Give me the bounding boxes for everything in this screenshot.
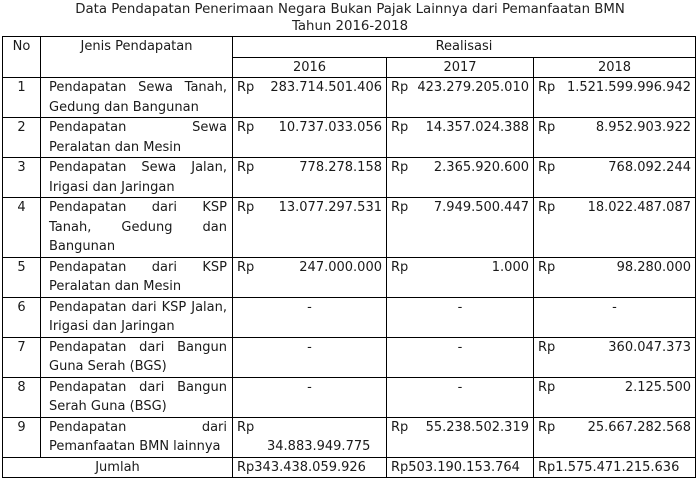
total-2017 <box>387 457 534 478</box>
currency-label: Rp <box>391 419 409 435</box>
header-year-2018: 2018 <box>534 57 696 78</box>
currency-label: Rp <box>538 80 556 95</box>
table-row <box>3 118 696 158</box>
total-2017-value: Rp503.190.153.764 <box>391 459 520 475</box>
currency-label: Rp <box>237 419 255 435</box>
value-2017: - <box>387 337 534 377</box>
currency-label: Rp <box>538 160 556 175</box>
value-2018 <box>534 257 696 297</box>
table-row <box>3 158 696 198</box>
total-2016 <box>233 457 387 478</box>
amount: 778.278.158 <box>299 160 382 175</box>
amount: 360.047.373 <box>608 339 691 355</box>
currency-label: Rp <box>391 120 409 135</box>
currency-label: Rp <box>391 259 409 275</box>
row-number: 6 <box>3 297 41 337</box>
amount: 2.365.920.600 <box>433 160 529 175</box>
table-row <box>3 417 696 457</box>
total-row <box>3 457 696 478</box>
total-2018 <box>534 457 696 478</box>
total-2018-value: Rp1.575.471.215.636 <box>538 459 680 475</box>
amount: 1.000 <box>491 259 529 275</box>
header-year-2016: 2016 <box>233 57 387 78</box>
amount: 2.125.500 <box>624 379 691 395</box>
value-2016 <box>233 417 387 457</box>
revenue-type: Pendapatan dari KSP Tanah, Gedung dan Bangunan <box>41 198 233 258</box>
revenue-type: Pendapatan dari KSP Peralatan dan Mesin <box>41 257 233 297</box>
value-2016 <box>233 78 387 118</box>
amount: 25.667.282.568 <box>587 419 691 435</box>
table-body <box>3 78 696 458</box>
value-2018 <box>534 377 696 417</box>
value-2018 <box>534 198 696 258</box>
value-2017 <box>387 417 534 457</box>
currency-label: Rp <box>538 120 556 135</box>
amount: 423.279.205.010 <box>417 80 529 95</box>
value-2018 <box>534 417 696 457</box>
amount: 283.714.501.406 <box>270 80 382 95</box>
amount: 768.092.244 <box>608 160 691 175</box>
value-2017: - <box>387 377 534 417</box>
header-jenis: Jenis Pendapatan <box>41 37 233 78</box>
revenue-table <box>2 36 696 478</box>
currency-label: Rp <box>237 120 255 135</box>
currency-label: Rp <box>538 259 556 275</box>
currency-label: Rp <box>391 160 409 175</box>
currency-label: Rp <box>538 200 556 215</box>
value-2018 <box>534 118 696 158</box>
currency-label: Rp <box>538 379 556 395</box>
value-2016 <box>233 198 387 258</box>
value-2017 <box>387 118 534 158</box>
value-2017 <box>387 257 534 297</box>
revenue-type: Pendapatan dari Bangun Serah Guna (BSG) <box>41 377 233 417</box>
total-label: Jumlah <box>3 457 233 478</box>
currency-label: Rp <box>237 259 255 275</box>
table-row <box>3 297 696 337</box>
table-title <box>0 0 700 35</box>
row-number: 9 <box>3 417 41 457</box>
amount: 18.022.487.087 <box>587 200 691 215</box>
amount: 98.280.000 <box>616 259 691 275</box>
amount: 13.077.297.531 <box>278 200 382 215</box>
value-2016 <box>233 158 387 198</box>
value-2016: - <box>233 297 387 337</box>
value-2017 <box>387 78 534 118</box>
value-2016 <box>233 118 387 158</box>
amount: 10.737.033.056 <box>278 120 382 135</box>
table-row <box>3 198 696 258</box>
value-2017 <box>387 198 534 258</box>
header-no: No <box>3 37 41 78</box>
row-number: 5 <box>3 257 41 297</box>
amount: 34.883.949.775 <box>267 439 371 454</box>
revenue-type: Pendapatan dari Pemanfaatan BMN lainnya <box>41 417 233 457</box>
row-number: 4 <box>3 198 41 258</box>
revenue-type: Pendapatan Sewa Tanah, Gedung dan Bangunan <box>41 78 233 118</box>
value-2018: - <box>534 297 696 337</box>
value-2016: - <box>233 377 387 417</box>
currency-label: Rp <box>391 200 409 215</box>
amount: 1.521.599.996.942 <box>566 80 691 95</box>
header-year-2017: 2017 <box>387 57 534 78</box>
currency-label: Rp <box>237 160 255 175</box>
header-row-1 <box>3 37 696 58</box>
currency-label: Rp <box>237 80 255 95</box>
revenue-type: Pendapatan Sewa Peralatan dan Mesin <box>41 118 233 158</box>
revenue-type: Pendapatan Sewa Jalan, Irigasi dan Jaringan <box>41 158 233 198</box>
table-row <box>3 337 696 377</box>
currency-label: Rp <box>391 80 409 95</box>
row-number: 1 <box>3 78 41 118</box>
value-2016: - <box>233 337 387 377</box>
table-row <box>3 78 696 118</box>
revenue-type: Pendapatan dari Bangun Guna Serah (BGS) <box>41 337 233 377</box>
currency-label: Rp <box>538 419 556 435</box>
amount: 247.000.000 <box>299 259 382 275</box>
title-line-2: Tahun 2016-2018 <box>291 19 409 34</box>
currency-label: Rp <box>237 200 255 215</box>
row-number: 8 <box>3 377 41 417</box>
revenue-type: Pendapatan dari KSP Jalan, Irigasi dan Jaringan <box>41 297 233 337</box>
header-realisasi: Realisasi <box>233 37 696 58</box>
amount: 8.952.903.922 <box>595 120 691 135</box>
title-line-1: Data Pendapatan Penerimaan Negara Bukan Pajak Lainnya dari Pemanfaatan BMN <box>75 2 625 17</box>
table-row <box>3 377 696 417</box>
value-2017 <box>387 158 534 198</box>
value-2018 <box>534 78 696 118</box>
amount: 7.949.500.447 <box>433 200 529 215</box>
value-2017: - <box>387 297 534 337</box>
row-number: 3 <box>3 158 41 198</box>
value-2016 <box>233 257 387 297</box>
table-row <box>3 257 696 297</box>
row-number: 2 <box>3 118 41 158</box>
currency-label: Rp <box>538 339 556 355</box>
value-2018 <box>534 158 696 198</box>
total-2016-value: Rp343.438.059.926 <box>237 459 366 475</box>
amount: 55.238.502.319 <box>425 419 529 435</box>
row-number: 7 <box>3 337 41 377</box>
value-2018 <box>534 337 696 377</box>
amount: 14.357.024.388 <box>425 120 529 135</box>
